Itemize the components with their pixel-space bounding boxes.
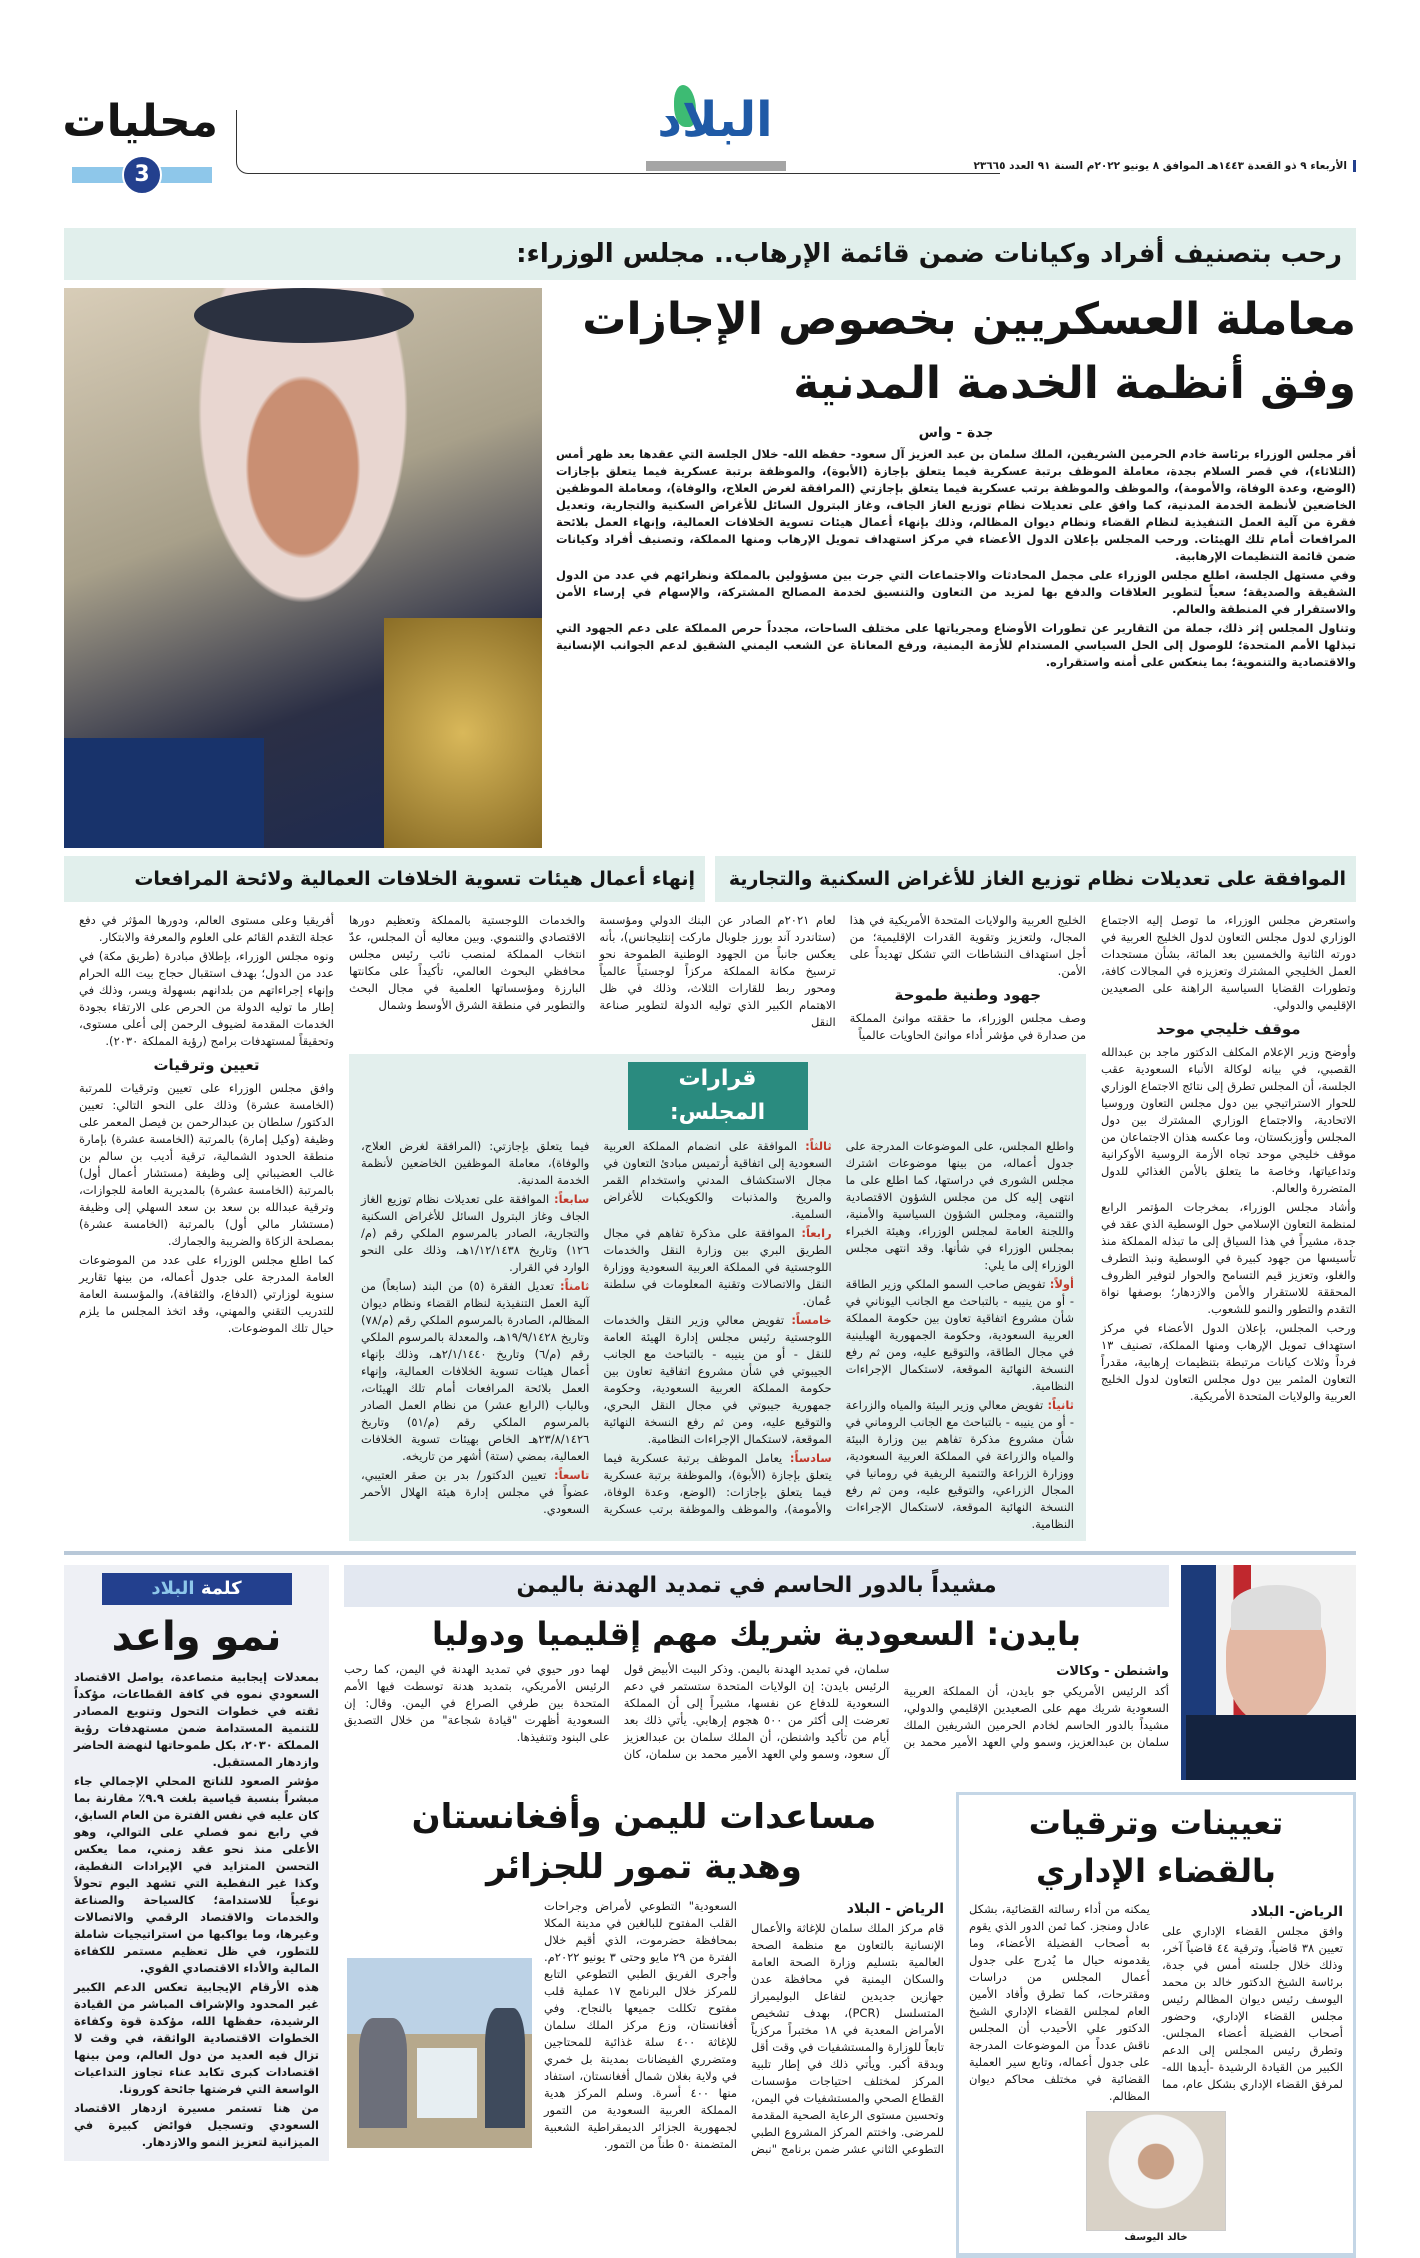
- judge-photo: [1086, 2111, 1226, 2231]
- subhead-labor-disputes: إنهاء أعمال هيئات تسوية الخلافات العمالية ولائحة المرافعات: [64, 856, 705, 902]
- paragraph: واستعرض مجلس الوزراء، ما توصل إليه الاجتماع الوزاري لدول مجلس التعاون لدول الخليج العربية في دورته الثانية والخمسين بعد المائة، بشأن مستجدات العمل الخليجي المشترك وتعزيزه في المجالات كافة، وتطورات القضايا السياسية الراهنة على الصعيدين الإقليمي والدولي.: [1101, 913, 1356, 1012]
- decisions-intro: واطلع المجلس، على الموضوعات المدرجة على جدول أعماله، من بينها موضوعات اشترك مجلس الشورى في دراستها، كما اطلع على ما انتهى إليه كل من مجلس الشؤون الاقتصادية والتنمية، ومجلس الشؤون السياسية والأمنية، واللجنة العامة لمجلس الوزراء، وهيئة الخبراء بمجلس الوزراء في شأنها. وقد انتهى مجلس الوزراء إلى ما يلي:: [845, 1139, 1074, 1272]
- center-area: [349, 912, 1086, 1541]
- lead-body: [556, 446, 1356, 671]
- aid-story: [344, 1792, 944, 2158]
- biden-story: [344, 1565, 1356, 1780]
- decision-item: ثالثاً: الموافقة على انضمام المملكة العربية السعودية إلى اتفاقية أرتميس مبادئ التعاون في مجال الاستكشاف المدني واستخدام القمر والمريخ والمذنبات والكويكبات للأغراض السلمية.: [603, 1139, 832, 1221]
- paragraph: وأوضح وزير الإعلام المكلف الدكتور ماجد بن عبدالله القصبي، في بيانه لوكالة الأنباء السعودية عقب الجلسة، أن المجلس تطرق إلى نتائج الاجتماع الوزاري للحوار الاستراتيجي بين دول مجلس التعاون وروسيا الاتحادية، والاجتماع الوزاري المشترك بين دول المجلس وأوزبكستان، وما عكسه هذان الاجتماعان من موقف خليجي موحد تجاه الأزمة الروسية الأوكرانية وتداعياتها، وخاصة ما يتعلق بالأمن الغذائي للدول المتضررة والعالم.: [1101, 1045, 1356, 1195]
- aid-headline-line-1: مساعدات لليمن وأفغانستان: [411, 1797, 877, 1837]
- paragraph: وافق مجلس الوزراء على تعيين وترقيات للمرتبة (الخامسة عشرة) وذلك على النحو التالي: تعيين الدكتور/ سلطان بن عبدالرحمن بن فيصل المعمر على وظيفة (وكيل إمارة) بالمرتبة (الخامسة عشرة) بإمارة منطقة الحدود الشمالية، ترقية أديب بن سالم بن غالب العضيباني إلى وظيفة (مستشار أعمال أول) بالمرتبة (الخامسة عشرة) بالمديرية العامة للجوازات، وترقية عبدالله بن سعد بن سعد السهلي إلى وظيفة (مستشار مالي أول) بالمرتبة (الخامسة عشرة) بمصلحة الزكاة والضريبة والجمارك.: [79, 1081, 334, 1248]
- decision-item: ثانياً: تفويض معالي وزير البيئة والمياه والزراعة - أو من ينيبه - بالتباحث مع الجانب الروماني في شأن مشروع مذكرة تفاهم بين وزارة البيئة والمياه والزراعة في المملكة العربية السعودية، ووزارة الزراعة والتنمية الريفية في رومانيا في المجال الزراعي، والتوقيع عليه، ومن ثم رفع النسخة النهائية الموقعة، لاستكمال الإجراءات النظامية.: [845, 1398, 1075, 1531]
- issue-dateline: الأربعاء ٩ ذو القعدة ١٤٤٣هـ الموافق ٨ يونيو ٢٠٢٢م السنة ٩١ العدد ٢٣٦٦٥: [1004, 160, 1356, 172]
- editorial-label-text: كلمة: [200, 1578, 242, 1599]
- decision-item: أولاً: تفويض صاحب السمو الملكي وزير الطاقة - أو من ينيبه - بالتباحث مع الجانب اليوناني في شأن مشروع اتفاقية تعاون بين حكومة المملكة العربية السعودية، وحكومة الجمهورية الهيلينية في مجال الطاقة، والتوقيع عليه، ومن ثم رفع النسخة النهائية الموقعة، لاستكمال الإجراءات النظامية.: [845, 1277, 1074, 1393]
- subheading: موقف خليجي موحد: [1156, 1020, 1301, 1038]
- biden-kicker: مشيداً بالدور الحاسم في تمديد الهدنة باليمن: [344, 1565, 1169, 1607]
- decision-item: خامساً: تفويض معالي وزير النقل والخدمات اللوجستية رئيس مجلس إدارة الهيئة العامة للنقل - أو من ينيبه - بالتباحث مع الجانب الجيبوتي في شأن مشروع اتفاقية تعاون بين حكومة المملكة العربية السعودية، وحكومة جمهورية جيبوتي في مجال النقل البحري، والتوقيع عليه، ومن ثم رفع النسخة النهائية الموقعة، لاستكمال الإجراءات النظامية.: [603, 1313, 832, 1446]
- council-decisions-box: [349, 1054, 1086, 1541]
- paragraph: هذه الأرقام الإيجابية تعكس الدعم الكبير غير المحدود والإشراف المباشر من القيادة الرشيدة، حفظها الله، مؤكدة قوة وكفاءة الخطوات الاقتصادية الواثقة، في وقت لا تزال فيه العديد من دول العالم، ومن بينها اقتصادات كبرى تكابد عناء تجاوز التداعيات الواسعة التي فرضتها جائحة كورونا.: [74, 1980, 319, 2096]
- lead-headline-line-2: وفق أنظمة الخدمة المدنية: [793, 358, 1356, 409]
- editorial-logo: البلاد: [151, 1578, 195, 1599]
- paragraph: أكد الرئيس الأمريكي جو بايدن، أن المملكة العربية السعودية شريك مهم على الصعيدين الإقليمي والدولي، مشيداً بالدور الحاسم لخادم الحرمين الشريفين الملك سلمان بن عبدالعزيز، وسمو ولي العهد الأمير محمد بن سلمان، في تمديد الهدنة باليمن. وذكر البيت الأبيض قول الرئيس بايدن: إن الولايات المتحدة ستستمر في دعم السعودية للدفاع عن نفسها، مشيراً إلى أن المملكة تعرضت إلى أكثر من ٥٠٠ هجوم إرهابي. يأتي ذلك بعد أيام من تأكيد واشنطن، أن الملك سلمان بن عبدالعزيز آل سعود، وسمو ولي العهد الأمير محمد بن سلمان، كان لهما دور حيوي في تمديد الهدنة في اليمن، كما رحب الرئيس الأمريكي، بتمديد هدنة توسطت فيها الأمم المتحدة بين طرفي الصراع في اليمن. وقال: إن السعودية أظهرت "قيادة شجاعة" من خلال التصديق على البنود وتنفيذها.: [344, 1662, 1169, 1761]
- biden-headline: بايدن: السعودية شريك مهم إقليميا ودوليا: [432, 1615, 1081, 1653]
- lead-text-area: [556, 288, 1356, 673]
- lead-headline: [556, 288, 1356, 416]
- king-photo: [64, 288, 542, 848]
- lead-headline-line-1: معاملة العسكريين بخصوص الإجازات: [582, 294, 1356, 345]
- paragraph: الخليج العربية والولايات المتحدة الأمريكية في هذا المجال، ولتعزيز وتقوية القدرات الإقليمية؛ من أجل استهداف النشاطات التي تشكل تهديداً على الأمن.: [849, 913, 1086, 978]
- newspaper-logo: البلاد: [640, 85, 790, 175]
- council-decisions-title: قرارات المجلس:: [628, 1062, 808, 1130]
- page-number-badge: 3: [122, 155, 162, 195]
- judiciary-body: [969, 1901, 1343, 2105]
- judiciary-headline-line-2: بالقضاء الإداري: [1035, 1852, 1277, 1890]
- decision-item: ثامناً: تعديل الفقرة (٥) من البند (سابعاً) من آلية العمل التنفيذية لنظام القضاء ونظام ديوان المظالم، الصادرة بالمرسوم الملكي رقم (م/٧٨) وتاريخ ١٩/٩/١٤٢٨هـ، والمعدلة بالمرسوم الملكي رقم (م/٦) وتاريخ ٢/١/١٤٤٠هـ، وذلك بإنهاء أعمال هيئات تسوية الخلافات العمالية، وإنهاء العمل بلائحة المرافعات أمام تلك الهيئات، وبالباب (الرابع عشر) من نظام العمل الصادر بالمرسوم الملكي رقم (م/٥١) وتاريخ ٢٣/٨/١٤٢٦هـ الخاص بهيئات تسوية الخلافات العمالية، بمضي (ستة) أشهر من تاريخه.: [361, 1279, 590, 1463]
- masthead: [64, 0, 1356, 228]
- bottom-section: [64, 1565, 1356, 2258]
- lead-row: [64, 288, 1356, 848]
- editorial-title: نمو واعد: [111, 1614, 282, 1660]
- judge-photo-caption: خالد اليوسف: [1124, 2232, 1188, 2243]
- lead-kicker: رحب بتصنيف أفراد وكيانات ضمن قائمة الإرهاب.. مجلس الوزراء:: [64, 228, 1356, 280]
- lead-paragraph: وفي مستهل الجلسة، اطلع مجلس الوزراء على مجمل المحادثات والاجتماعات التي جرت بين مسؤولين بالمملكة ونظرائهم في عدد من الدول الشقيقة والصديقة؛ سعياً لتطوير العلاقات والدفع بها لمزيد من التعاون والتنسيق لخدمة المصالح المشتركة، والإسهام في إرساء الأمن والاستقرار في المنطقة والعالم.: [556, 568, 1356, 616]
- editorial-label: [102, 1573, 292, 1605]
- bottom-stories: [344, 1792, 1356, 2258]
- aid-headline-line-2: وهدية تمور للجزائر: [486, 1847, 802, 1887]
- decision-item: رابعاً: الموافقة على مذكرة تفاهم في مجال الطريق البري بين وزارة النقل والخدمات اللوجستية في المملكة العربية السعودية ووزارة النقل والاتصالات وتقنية المعلومات في سلطنة عُمان.: [603, 1226, 832, 1308]
- paragraph: كما اطلع مجلس الوزراء على عدد من الموضوعات العامة المدرجة على جدول أعماله، من بينها تقارير سنوية لوزارتي (الدفاع، والثقافة)، والمؤسسة العامة للتدريب التقني والمهني، وقد اتخذ المجلس ما يلزم حيال تلك الموضوعات.: [79, 1253, 334, 1335]
- judiciary-headline-line-1: تعيينات وترقيات: [1028, 1804, 1284, 1842]
- biden-photo: [1181, 1565, 1356, 1780]
- subhead-gas-regulation: الموافقة على تعديلات نظام توزيع الغاز للأغراض السكنية والتجارية: [715, 856, 1356, 902]
- paragraph: أفريقيا وعلى مستوى العالم، ودورها المؤثر في دفع عجلة التقدم القائم على العلوم والمعرفة والابتكار.: [79, 913, 334, 944]
- decision-item: سابعاً: الموافقة على تعديلات نظام توزيع الغاز الجاف وغاز البترول السائل للأغراض السكنية والتجارية، الصادر بالمرسوم الملكي رقم (م/١٢٦) وتاريخ ١/١٢/١٤٣٨هـ، وذلك على النحو الوارد في القرار.: [361, 1192, 590, 1274]
- paragraph: وافق مجلس القضاء الإداري على تعيين ٣٨ قاضياً، وترقية ٤٤ قاضياً آخر، وذلك خلال جلسته أمس في جدة، برئاسة الشيخ الدكتور خالد بن محمد اليوسف رئيس ديوان المظالم رئيس مجلس القضاء الإداري، وحضور أصحاب الفضيلة أعضاء المجلس. وتطرق رئيس المجلس إلى الدعم الكبير من القيادة الرشيدة -أيدها الله- لمرفق القضاء الإداري بشكل عام، مما يمكنه من أداء رسالته القضائية، بشكل عادل ومنجز. كما ثمن الدور الذي يقوم به أصحاب الفضيلة الأعضاء، وما يقدمونه حيال ما يُدرج على جدول أعمال المجلس من دراسات ومقترحات، كما تطرق وأفاد الأمين العام لمجلس القضاء الإداري الشيخ الدكتور علي الأحيدب أن المجلس ناقش عدداً من الموضوعات المدرجة على جدول أعماله، وتابع سير العملية القضائية في مختلف محاكم ديوان المظالم.: [969, 1902, 1343, 2103]
- decision-item: سادساً: يعامل الموظف برتبة عسكرية فيما يتعلق بإجازة (الأبوة)، والموظفة برتبة عسكرية فيما يتعلق بإجازات: (الوضع، وعدة الوفاة، والأمومة)، والموظف والموظفة برتب عسكرية فيما يتعلق بإجازتي: (المرافقة لغرض العلاج، والوفاة)، معاملة الموظفين الخاضعين لأنظمة الخدمة المدنية.: [361, 1139, 832, 1516]
- paragraph: من هنا تستمر مسيرة ازدهار الاقتصاد السعودي وتسجيل فوائض كبيرة في الميزانية لتعزيز النمو والازدهار.: [74, 2101, 319, 2149]
- aid-body: [544, 1898, 944, 2158]
- paragraph: ورحب المجلس، بإعلان الدول الأعضاء في مركز استهداف تمويل الإرهاب ومنها المملكة، تصنيف ١٣ فرداً وثلاث كيانات مرتبطة بتنظيمات إرهابية، مقدراً التعاون المثمر بين دول مجلس التعاون لدول الخليج العربية والولايات المتحدة الأمريكية.: [1101, 1321, 1356, 1403]
- lead-byline: جدة - واس: [918, 425, 994, 441]
- judiciary-byline: الرياض- البلاد: [1250, 1904, 1343, 1920]
- paragraph: بمعدلات إيجابية متصاعدة، يواصل الاقتصاد السعودي نموه في كافة القطاعات، مؤكداً ثقته في خطوات التحول وتنويع المصادر للتنمية المستدامة ضمن مستهدفات رؤية المملكة ٢٠٣٠، بكل طموحاتها لنهضة الحاضر وازدهار المستقبل.: [74, 1670, 319, 1769]
- subheading: تعيين وترقيات: [153, 1056, 260, 1074]
- biden-body: [344, 1661, 1169, 1763]
- paragraph: ونوه مجلس الوزراء، بإطلاق مبادرة (طريق مكة) في عدد من الدول؛ بهدف استقبال حجاج بيت الله الحرام وإنهاء إجراءاتهم من بلدانهم بسهولة ويسر، وذلك في إطار ما توليه الدولة من الحرص على الارتقاء بجودة الخدمات المقدمة لضيوف الرحمن إلى أعلى مستوى، وتحقيقاً لمستهدفات برامج (رؤية المملكة ٢٠٣٠).: [79, 949, 334, 1048]
- subheading: جهود وطنية طموحة: [894, 986, 1042, 1004]
- paragraph: وأشاد مجلس الوزراء، بمخرجات المؤتمر الرابع لمنظمة التعاون الإسلامي حول الوسطية الذي عقد في جدة، مشيراً في هذا السياق إلى ما تبذله المملكة منذ تأسيسها من جهود كبيرة في الوسطية ونبذ التطرف والغلو، وتعزيز قيم التسامح والحوار لتوفير الظروف المحققة للاستقرار والأمن والازدهار؛ بوصفها نواة التقدم والتطور والنمو للشعوب.: [1101, 1200, 1356, 1316]
- column-left-text: [79, 912, 334, 1339]
- judiciary-box: [956, 1792, 1356, 2258]
- paragraph: والخدمات اللوجستية بالمملكة وتعظيم دورها الاقتصادي والتنموي. وبين معاليه أن المجلس، عدّ انتخاب المملكة لمنصب نائب رئيس مجلس محافظي البحوث العالمي، تأكيداً على مكانتها البارزة ومؤسساتها العلمية في مجال البحث والتطوير في منطقة الشرق الأوسط وشمال: [349, 913, 586, 1012]
- lead-paragraph: وتناول المجلس إثر ذلك، جملة من التقارير عن تطورات الأوضاع ومجرياتها على مختلف الساحات، مجدداً حرص المملكة على دعم الجهود التي تبذلها الأمم المتحدة؛ للوصول إلى الحل السياسي المستدام للأزمة اليمنية، ورفع المعاناة عن الشعب اليمني الشقيق لدعم الجوانب الإنسانية والاقتصادية والتنموية؛ بما ينعكس على أمنه واستقراره.: [556, 621, 1356, 669]
- aid-headline: [344, 1792, 944, 1892]
- judiciary-headline: [969, 1799, 1343, 1895]
- subhead-row: [64, 856, 1356, 902]
- paragraph: مؤشر الصعود للناتج المحلي الإجمالي جاء مبشراً بنسبة قياسية بلغت ٩.٩٪ مقارنة بما كان عليه في نفس الفترة من العام السابق، في رابع نمو فصلي على التوالي، وهو الأعلى منذ نحو عقد زمني، مما يعكس التحسن المتزايد في الإيرادات النفطية، وكذا غير النفطية التي تشهد اليوم تحولاً نوعياً للاستدامة؛ كالسياحة والصناعة والخدمات والاقتصاد الرقمي والاتصالات وغيرها، وما يواكبها من استراتيجيات شاملة للتطور، في ظل تعظيم مستمر للكفاءة المالية والأداء الاقتصادي القوي.: [74, 1774, 319, 1975]
- section-title: محليات: [62, 96, 218, 147]
- biden-byline: واشنطن - وكالات: [1056, 1664, 1169, 1679]
- bottom-main: [344, 1565, 1356, 2258]
- decision-item: تاسعاً: تعيين الدكتور/ بدر بن صقر العتيبي، عضواً في مجلس إدارة هيئة الهلال الأحمر السعودي.: [361, 1468, 590, 1516]
- header-rule: [236, 110, 1000, 174]
- editorial-column: [64, 1565, 329, 2161]
- paragraph: لعام ٢٠٢١م الصادر عن البنك الدولي ومؤسسة (ستاندرد آند بورز جلوبال ماركت إنتليجانس)، بأنه يعكس جانباً من الجهود الوطنية الطموحة نحو ترسيخ مكانة المملكة مركزاً لوجستياً عالمياً ومحور ربط للقارات الثلاث، وذلك في ظل الاهتمام الكبير الذي توليه الدولة لتطوير صناعة النقل: [599, 913, 836, 1029]
- column-right: [1101, 912, 1356, 1407]
- mid-columns: [349, 912, 1086, 1044]
- section-divider: [64, 1551, 1356, 1555]
- aid-byline: الرياض - البلاد: [846, 1901, 944, 1917]
- aid-photo: [347, 1958, 532, 2148]
- lead-paragraph: أقر مجلس الوزراء برئاسة خادم الحرمين الشريفين، الملك سلمان بن عبد العزيز آل سعود- حفظه الله- خلال الجلسة التي عقدها بعد ظهر أمس (الثلاثاء)، في قصر السلام بجدة، معاملة الموظف برتبة عسكرية فيما يتعلق بإجازة (الأبوة)، والموظفة برتبة عسكرية فيما يتعلق بإجازات (الوضع، وعدة الوفاة، والأمومة)، والموظف والموظفة برتب عسكرية فيما يتعلق بإجازتي (المرافقة لغرض العلاج، والوفاة)، ومعاملة الموظفين الخاضعين لأنظمة الخدمة المدنية، كما وافق على تعديلات نظام توزيع الغاز الجاف، وغاز البترول السائل للأغراض السكنية والتجارية، وتعديل فقرة من آلية العمل التنفيذية لنظام القضاء ونظام ديوان المظالم، وذلك بإنهاء أعمال هيئات تسوية الخلافات العمالية، وإنهاء العمل بلائحة المرافعات أمام تلك الهيئات. ورحب المجلس بإعلان الدول الأعضاء في مركز استهداف تمويل الإرهاب ومنها المملكة، وتصنيف أفراد وكيانات ضمن قائمة التنظيمات الإرهابية.: [556, 447, 1356, 563]
- middle-section: [64, 912, 1356, 1541]
- paragraph: وصف مجلس الوزراء، ما حققته موانئ المملكة من صدارة في مؤشر أداء موانئ الحاويات عالمياً: [849, 1011, 1086, 1042]
- judge-figure: [1086, 2111, 1226, 2245]
- newspaper-page: [64, 0, 1356, 2258]
- paragraph: قام مركز الملك سلمان للإغاثة والأعمال الإنسانية بالتعاون مع منظمة الصحة العالمية بتسليم وزارة الصحة العامة والسكان اليمنية في محافظة عدن جهازين جديدين لتفاعل البوليميراز المتسلسل (PCR)، بهدف تشخيص الأمراض المعدية في ١٨ مختبراً مركزياً تابعاً للوزارة والمستشفيات في وقت أقل وبدقة أكبر. ويأتي ذلك في إطار تلبية المركز لمختلف احتياجات مؤسسات القطاع الصحي والمستشفيات في اليمن، وتحسين مستوى الرعاية الصحية المقدمة للمرضى. واختتم المركز المشروع الطبي التطوعي الثاني عشر ضمن برنامج "نبض السعودية" التطوعي لأمراض وجراحات القلب المفتوح للبالغين في مدينة المكلا بمحافظة حضرموت، الذي أقيم خلال الفترة من ٢٩ مايو وحتى ٣ يونيو ٢٠٢٢م. وأجرى الفريق الطبي التطوعي التابع للمركز خلال البرنامج ١٧ عملية قلب مفتوح تكللت جميعها بالنجاح. وفي أفغانستان، وزع مركز الملك سلمان للإغاثة ٤٠٠ سلة غذائية للمحتاجين ومتضرري الفيضانات بمدينة بل خمري في ولاية بغلان شمال أفغانستان، استفاد منها ٤٠٠ أسرة. وسلم المركز هدية المملكة العربية السعودية من التمور لجمهورية الجزائر الديمقراطية الشعبية المتضمنة ٥٠ طناً من التمور.: [544, 1899, 944, 2156]
